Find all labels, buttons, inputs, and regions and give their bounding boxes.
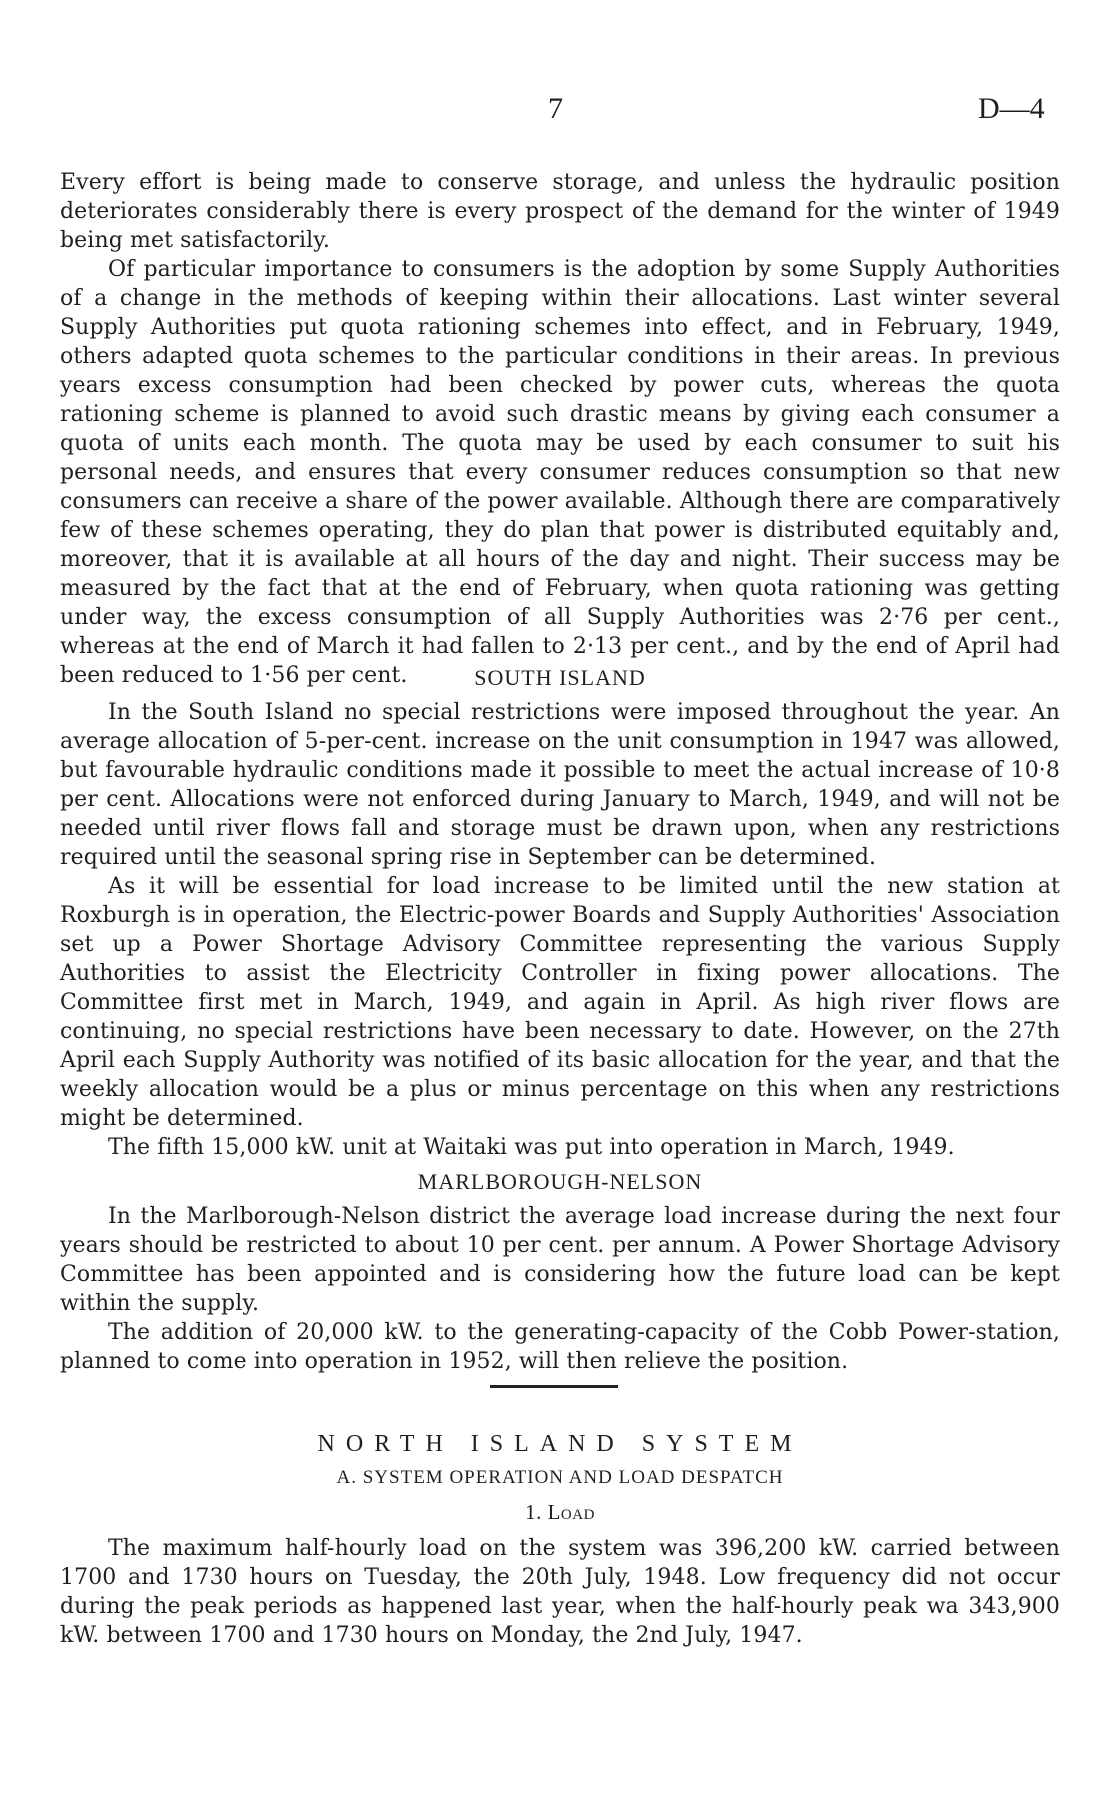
south-island-section [60, 698, 1060, 1162]
north-island-subtitle: A. SYSTEM OPERATION AND LOAD DESPATCH [336, 1467, 784, 1488]
south-island-heading: SOUTH ISLAND [474, 665, 646, 690]
intro-section [60, 168, 1060, 690]
page-number: 7 [548, 92, 563, 125]
north-island-section [60, 1534, 1060, 1650]
intro-paragraph-2: Of particular importance to consumers is the adoption by some Supply Authorities of a change in the methods of keeping within their allocations. Last winter several Supply Authorities put quota rationing schemes into effect, and in February, 1949, others adapted quota schemes to the particular conditions in their areas. In previous years excess consumption had been checked by power cuts, whereas the quota rationing scheme is planned to avoid such drastic means by giving each consumer a quota of units each month. The quota may be used by each consumer to suit his personal needs, and ensures that every consumer reduces consumption so that new consumers can receive a share of the power available. Although there are comparatively few of these schemes operating, they do plan that power is distributed equitably and, moreover, that it is available at all hours of the day and night. Their success may be measured by the fact that at the end of February, when quota rationing was getting under way, the excess consumption of all Supply Authorities was 2·76 per cent., whereas at the end of March it had fallen to 2·13 per cent., and by the end of April had been reduced to 1·56 per cent. [60, 257, 1060, 688]
intro-paragraph-1: Every effort is being made to conserve storage, and unless the hydraulic position deteriorates considerably there is every prospect of the demand for the winter of 1949 being met satisfactorily. [60, 170, 1060, 253]
load-section-heading [60, 1500, 1060, 1526]
document-code: D—4 [978, 92, 1045, 125]
section-divider [490, 1385, 618, 1388]
marlborough-nelson-paragraph-1: In the Marlborough-Nelson district the average load increase during the next four years should be restricted to about 10 per cent. per annum. A Power Shortage Advisory Committee has been appointed and is considering how the future load can be kept within the supply. [60, 1204, 1060, 1316]
south-island-paragraph-2: As it will be essential for load increase to be limited until the new station at Roxburgh is in operation, the Electric-power Boards and Supply Authorities' Association set up a Power Shortage Advisory Committee representing the various Supply Authorities to assist the Electricity Controller in fixing power allocations. The Committee first met in March, 1949, and again in April. As high river flows are continuing, no special restrictions have been necessary to date. However, on the 27th April each Supply Authority was notified of its basic allocation for the year, and that the weekly allocation would be a plus or minus percentage on this when any restrictions might be determined. [60, 874, 1060, 1131]
south-island-paragraph-3: The fifth 15,000 kW. unit at Waitaki was put into operation in March, 1949. [108, 1135, 955, 1160]
marlborough-nelson-heading: MARLBOROUGH-NELSON [417, 1169, 703, 1194]
north-island-paragraph-1: The maximum half-hourly load on the system was 396,200 kW. carried between 1700 and 1730 hours on Tuesday, the 20th July, 1948. Low frequency did not occur during the peak periods as happened last year, when the half-hourly peak wa 343,900 kW. between 1700 and 1730 hours on Monday, the 2nd July, 1947. [60, 1536, 1060, 1648]
north-island-system-title: NORTH ISLAND SYSTEM [317, 1431, 803, 1457]
south-island-paragraph-1: In the South Island no special restrictions were imposed throughout the year. An average allocation of 5-per-cent. increase on the unit consumption in 1947 was allowed, but favourable hydraulic conditions made it possible to meet the actual increase of 10·8 per cent. Allocations were not enforced during January to March, 1949, and will not be needed until river flows fall and storage must be drawn upon, when any restrictions required until the seasonal spring rise in September can be determined. [60, 700, 1060, 870]
marlborough-nelson-paragraph-2: The addition of 20,000 kW. to the generating-capacity of the Cobb Power-station, planned to come into operation in 1952, will then relieve the position. [60, 1320, 1060, 1374]
load-section-label: 1. Load [525, 1500, 595, 1524]
marlborough-nelson-section [60, 1202, 1060, 1376]
